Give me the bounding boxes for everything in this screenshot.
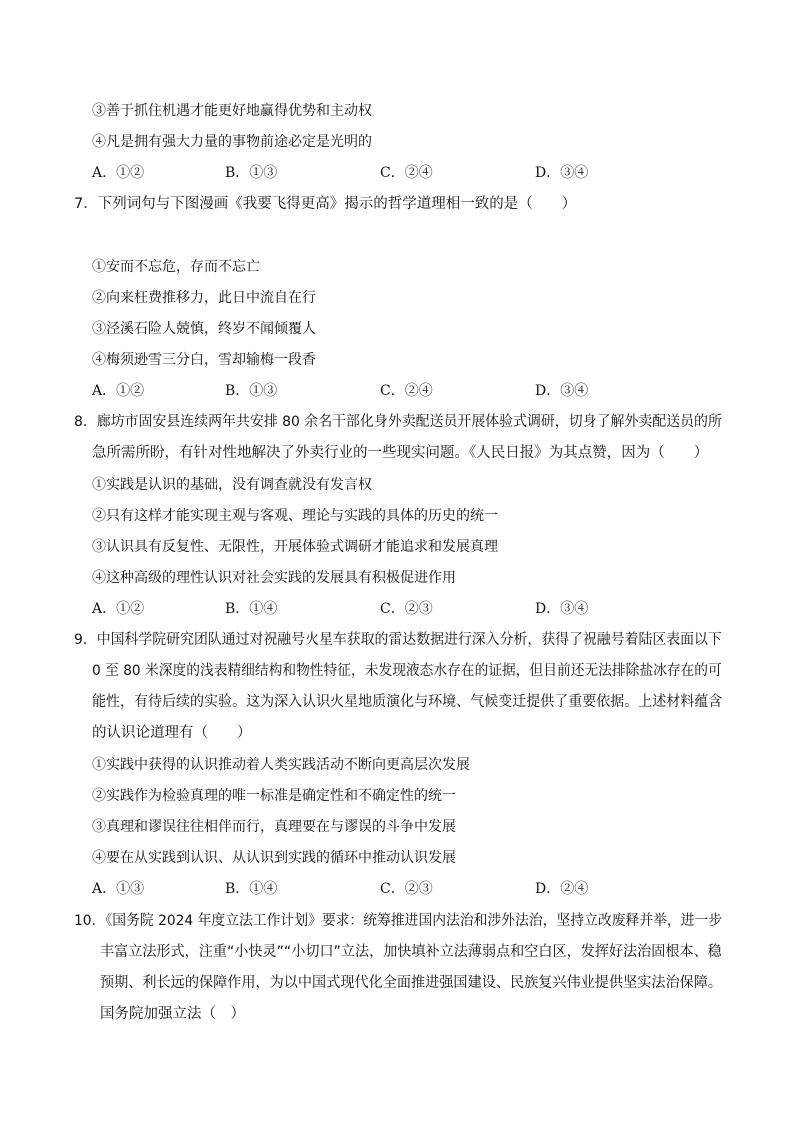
q8-item-1: ①实践是认识的基础，没有调查就没有发言权 <box>92 477 372 493</box>
q8-option-b: B．①④ <box>225 601 278 617</box>
q8-item-4: ④这种高级的理性认识对社会实践的发展具有积极促进作用 <box>92 570 456 586</box>
q7-item-1: ①安而不忘危，存而不忘亡 <box>92 259 260 275</box>
q9-item-2: ②实践作为检验真理的唯一标准是确定性和不确定性的统一 <box>92 788 456 804</box>
q7-option-d: D．③④ <box>535 383 589 399</box>
q8-option-a: A．①② <box>92 601 145 617</box>
q9-option-a: A．①③ <box>92 881 145 897</box>
q7-item-4: ④梅须逊雪三分白，雪却输梅一段香 <box>92 352 316 368</box>
q7-stem: 7．下列词句与下图漫画《我要飞得更高》揭示的哲学道理相一致的是（ ） <box>74 196 577 212</box>
q9-stem-line-4: 的认识论道理有（ ） <box>92 725 252 741</box>
q9-stem-line-1: 9．中国科学院研究团队通过对祝融号火星车获取的雷达数据进行深入分析，获得了祝融号着陆区表面以下 <box>74 632 722 648</box>
q6-option-b: B．①③ <box>225 165 278 181</box>
q8-stem-line-2: 急所需所盼，有针对性地解决了外卖行业的一些现实问题。《人民日报》为其点赞，因为（ ） <box>92 445 709 461</box>
q9-item-3: ③真理和谬误往往相伴而行，真理要在与谬误的斗争中发展 <box>92 819 456 835</box>
q7-option-c: C．②④ <box>380 383 433 399</box>
q6-option-a: A．①② <box>92 165 145 181</box>
q8-option-d: D．③④ <box>535 601 589 617</box>
q7-option-b: B．①③ <box>225 383 278 399</box>
q8-item-3: ③认识具有反复性、无限性，开展体验式调研才能追求和发展真理 <box>92 539 498 555</box>
q6-option-d: D．③④ <box>535 165 589 181</box>
q6-option-c: C．②④ <box>380 165 433 181</box>
q7-item-2: ②向来枉费推移力，此日中流自在行 <box>92 290 316 306</box>
q10-stem-line-4: 国务院加强立法（ ） <box>100 1006 245 1022</box>
q7-option-a: A．①② <box>92 383 145 399</box>
q6-item-4: ④凡是拥有强大力量的事物前途必定是光明的 <box>92 134 372 150</box>
q9-stem-line-3: 能性，有待后续的实验。这为深入认识火星地质演化与环境、气候变迁提供了重要依据。上述材料蕴含 <box>92 694 723 710</box>
q9-option-d: D．②④ <box>535 881 589 897</box>
q10-stem-line-3: 预期、利长远的保障作用，为以中国式现代化全面推进强国建设、民族复兴伟业提供坚实法治保障。 <box>100 975 723 991</box>
q8-stem-line-1: 8．廊坊市固安县连续两年共安排 80 余名干部化身外卖配送员开展体验式调研，切身了解外卖配送员的所 <box>74 414 722 430</box>
q9-option-b: B．①④ <box>225 881 278 897</box>
q9-stem-line-2: 0 至 80 米深度的浅表精细结构和物性特征，未发现液态水存在的证据，但目前还无法排除盐冰存在的可 <box>92 663 722 679</box>
q8-item-2: ②只有这样才能实现主观与客观、理论与实践的具体的历史的统一 <box>92 508 498 524</box>
q6-item-3: ③善于抓住机遇才能更好地赢得优势和主动权 <box>92 103 372 119</box>
q9-item-1: ①实践中获得的认识推动着人类实践活动不断向更高层次发展 <box>92 757 470 773</box>
q9-item-4: ④要在从实践到认识、从认识到实践的循环中推动认识发展 <box>92 850 456 866</box>
q9-option-c: C．②③ <box>380 881 433 897</box>
q10-stem-line-2: 丰富立法形式，注重“小快灵”“小切口”立法，加快填补立法薄弱点和空白区，发挥好法治固根本、稳 <box>100 944 722 960</box>
q10-stem-line-1: 10．《国务院 2024 年度立法工作计划》要求：统筹推进国内法治和涉外法治，坚持立改废释并举，进一步 <box>74 913 723 929</box>
q7-item-3: ③泾溪石险人兢慎，终岁不闻倾覆人 <box>92 321 316 337</box>
q8-option-c: C．②③ <box>380 601 433 617</box>
